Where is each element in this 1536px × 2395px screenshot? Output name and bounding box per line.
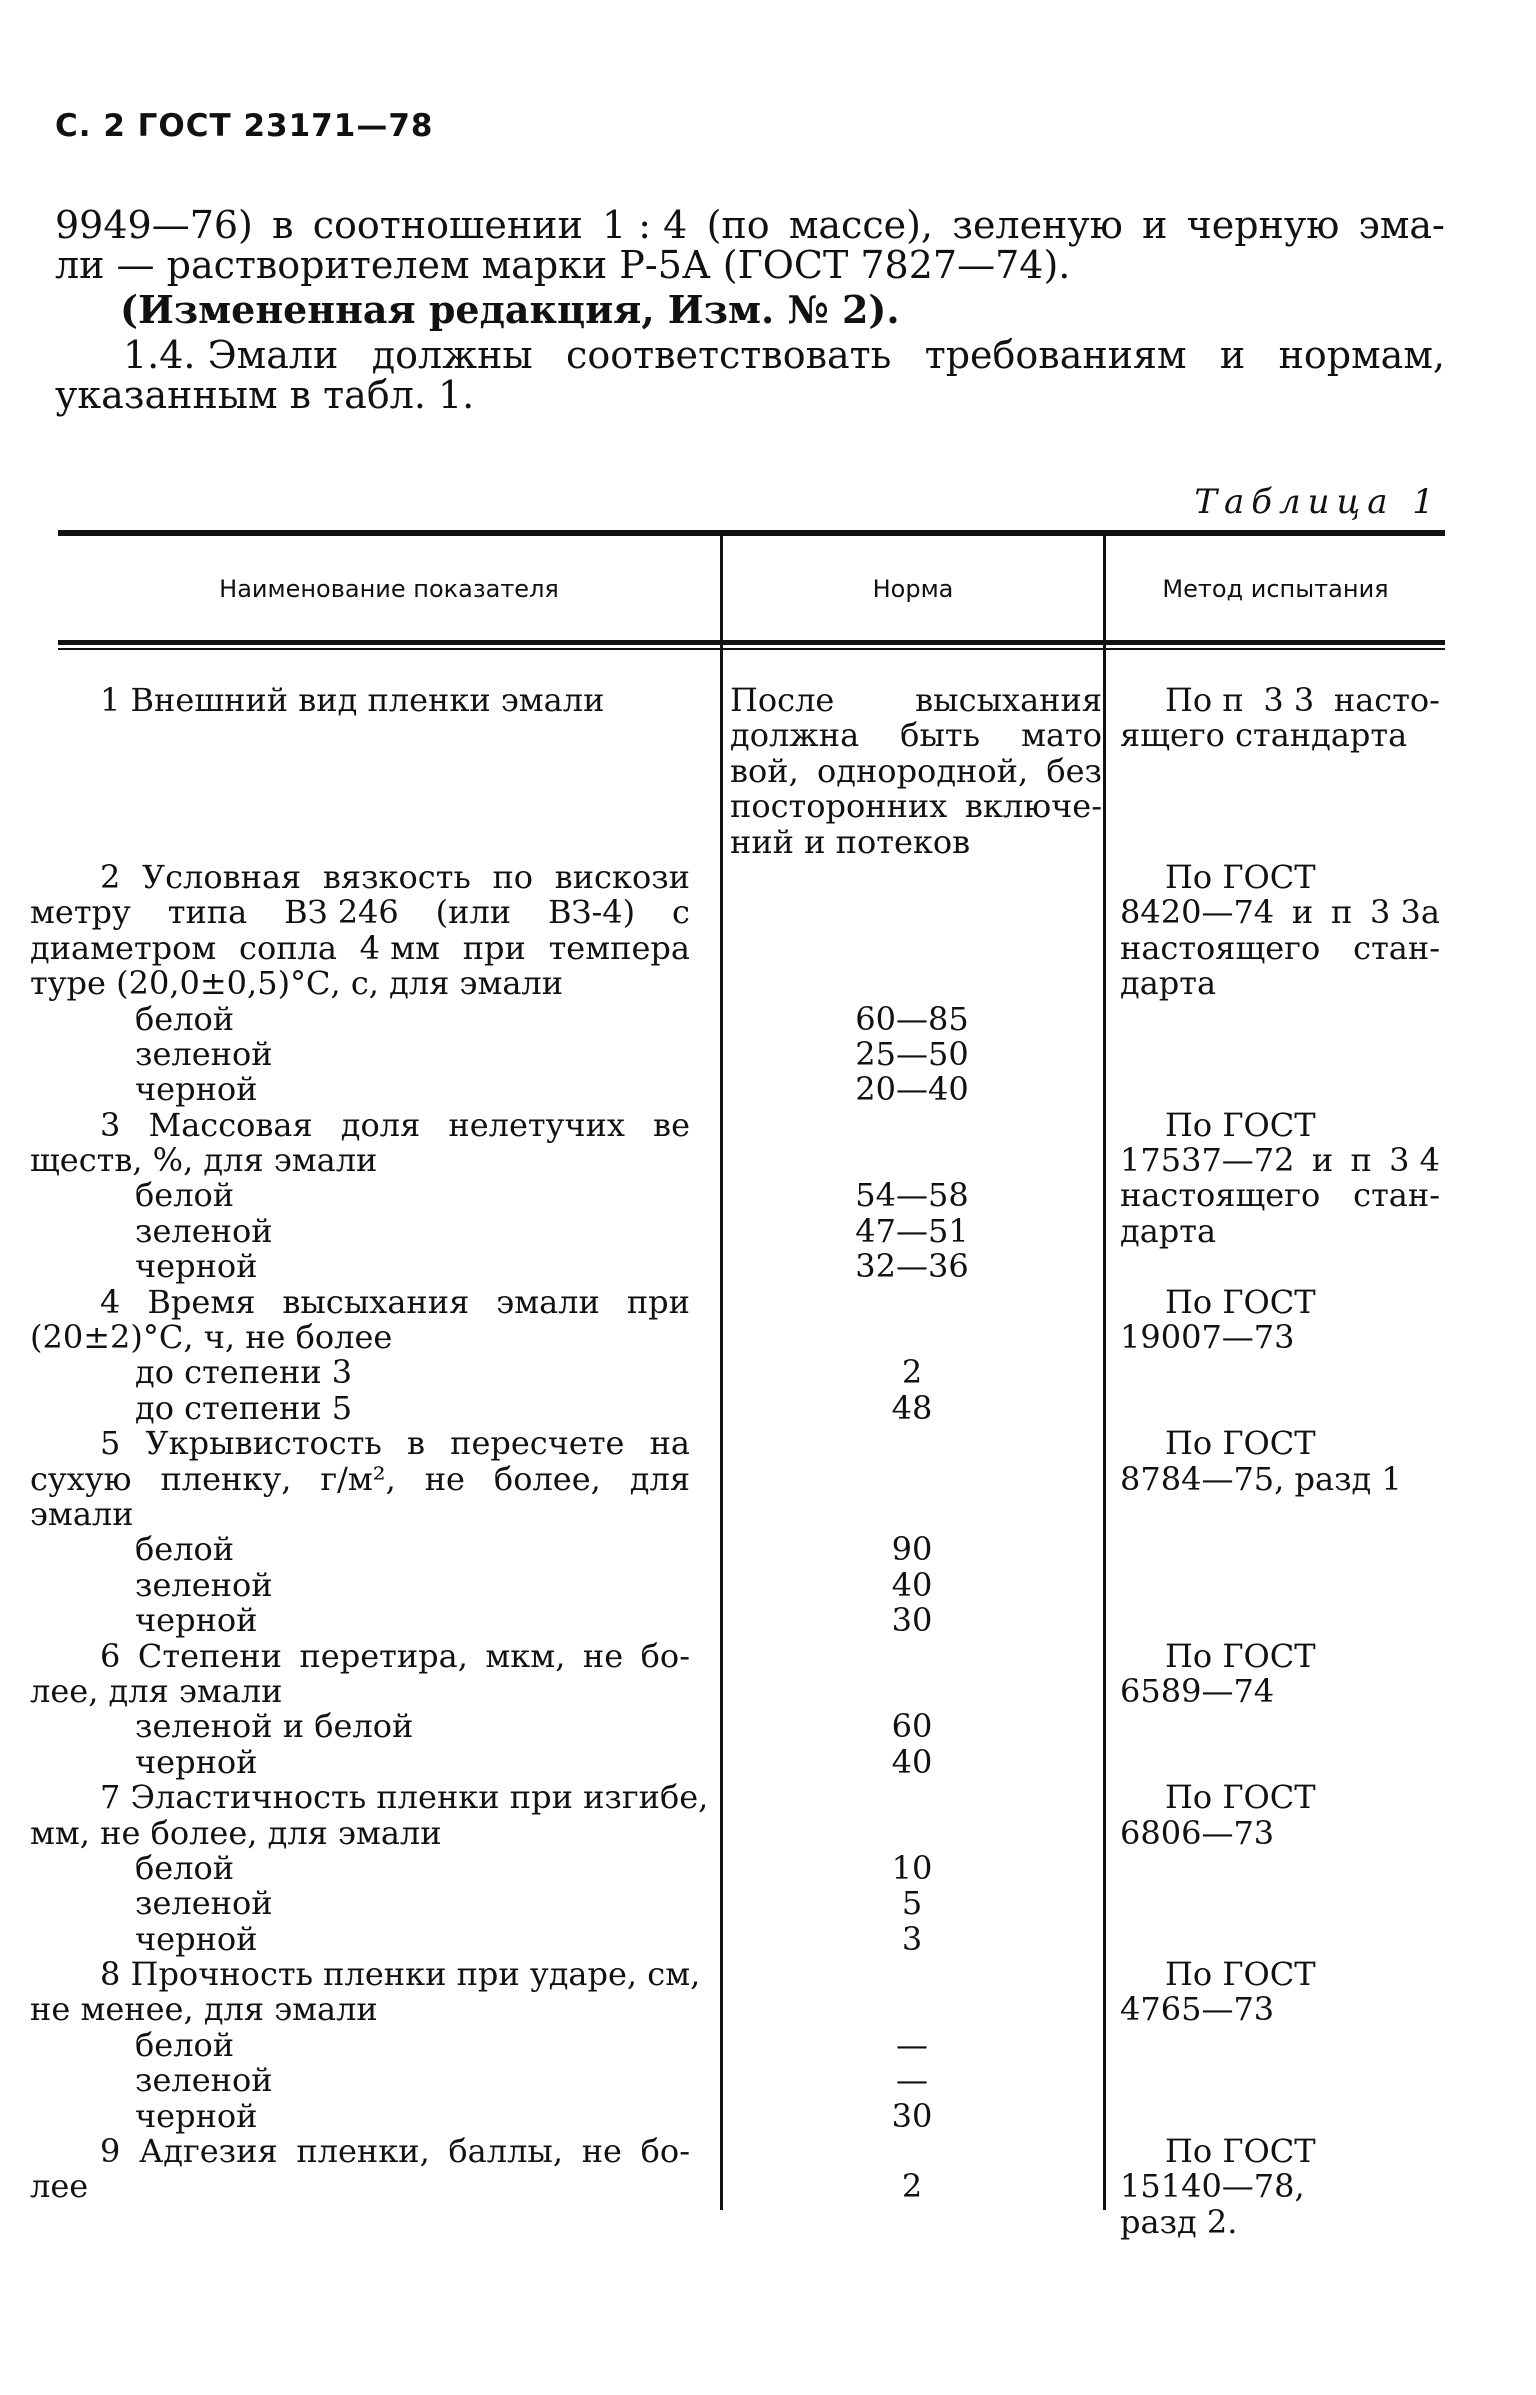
table-header-rule-thin [58, 648, 1445, 650]
intro-paragraph [55, 205, 1445, 285]
row-1-method-line: ящего стандарта [1120, 716, 1408, 755]
row-9-name-line: 9 Адгезия пленки, баллы, не бо- [100, 2132, 690, 2171]
row-2-method-line: настоящего стан- [1120, 928, 1440, 967]
row-8-sub: черной [135, 2096, 258, 2135]
row-7-name-line: мм, не более, для эмали [30, 1813, 442, 1852]
row-9-method-line: По ГОСТ [1165, 2132, 1316, 2171]
row-2-method-line: По ГОСТ [1165, 857, 1316, 896]
table-column-divider [1103, 530, 1106, 2210]
row-7-sub: зеленой [135, 1884, 273, 1923]
row-2-sub: зеленой [135, 1034, 273, 1073]
row-3-method-line: По ГОСТ [1165, 1105, 1316, 1144]
table-title: Таблица 1 [1194, 482, 1441, 522]
row-9-norm: 2 [901, 2167, 923, 2206]
row-6-sub: черной [135, 1742, 258, 1781]
row-2-name-line: 2 Условная вязкость по вискози [100, 857, 690, 896]
row-7-norm: 5 [901, 1884, 923, 1923]
row-3-norm: 54—58 [855, 1176, 969, 1215]
row-3-method-line: 17537—72 и п 3 4 [1120, 1141, 1440, 1180]
word: и [1219, 333, 1246, 377]
row-3-method-line: дарта [1120, 1211, 1217, 1250]
row-2-name-line: туре (20,0±0,5)°С, с, для эмали [30, 964, 564, 1003]
page-header: С. 2 ГОСТ 23171—78 [55, 108, 434, 144]
row-9-method-line: разд 2. [1120, 2202, 1238, 2241]
row-2-norm: 60—85 [855, 999, 969, 1038]
row-4-method-line: 19007—73 [1120, 1318, 1295, 1357]
row-7-method-line: По ГОСТ [1165, 1778, 1316, 1817]
row-4-norm: 2 [901, 1353, 923, 1392]
row-5-method-line: По ГОСТ [1165, 1424, 1316, 1463]
row-2-sub: белой [135, 999, 235, 1038]
row-2-method-line: дарта [1120, 964, 1217, 1003]
row-7-sub: белой [135, 1848, 235, 1887]
method-column [1120, 683, 1440, 2240]
row-4-sub: до степени 3 [135, 1353, 353, 1392]
row-2-name-line: диаметром сопла 4 мм при темпера [30, 928, 690, 967]
table-header-rule [58, 640, 1445, 645]
word: 1.4. Эмали [123, 333, 339, 377]
row-3-method-line: настоящего стан- [1120, 1176, 1440, 1215]
word: 9949—76) [55, 203, 253, 247]
row-1-norm-line: должна быть мато [730, 716, 1102, 755]
clause-line-2: указанным в табл. 1. [55, 373, 475, 417]
row-4-norm: 48 [891, 1388, 933, 1427]
row-1-norm-line: ний и потеков [730, 822, 971, 861]
row-7-norm: 10 [891, 1848, 933, 1887]
intro-line-2: ли — растворителем марки Р-5А (ГОСТ 7827—74). [55, 243, 1071, 287]
row-8-method-line: 4765—73 [1120, 1990, 1275, 2029]
row-3-norm: 32—36 [855, 1247, 969, 1286]
row-6-sub: зеленой и белой [135, 1707, 414, 1746]
row-6-method-line: По ГОСТ [1165, 1636, 1316, 1675]
row-1-norm-line: посторонних включе- [730, 787, 1102, 826]
row-5-name-line: эмали [30, 1494, 134, 1533]
row-8-norm: 30 [891, 2096, 933, 2135]
column-header-method: Метод испытания [1162, 575, 1389, 603]
row-8-norm: — [896, 2025, 928, 2064]
word: нормам, [1278, 333, 1445, 377]
word: соответствовать [566, 333, 892, 377]
row-3-norm: 47—51 [855, 1211, 969, 1250]
row-8-method-line: По ГОСТ [1165, 1955, 1316, 1994]
row-1-name: 1 Внешний вид пленки эмали [100, 681, 605, 719]
row-8-name-line: 8 Прочность пленки при ударе, см, [100, 1955, 701, 1994]
row-5-name-line: сухую пленку, г/м², не более, для [30, 1459, 690, 1498]
word: эма- [1358, 203, 1445, 247]
clause-1-4 [55, 335, 1445, 415]
row-3-sub: черной [135, 1247, 258, 1286]
row-9-method-line: 15140—78, [1120, 2167, 1305, 2206]
row-1-norm-line: После высыхания [730, 681, 1102, 719]
row-1-norm-line: вой, однородной, без [730, 751, 1102, 790]
row-7-name-line: 7 Эластичность пленки при изгибе, [100, 1778, 709, 1817]
row-6-norm: 60 [891, 1707, 933, 1746]
row-5-sub: белой [135, 1530, 235, 1569]
clause-line-1 [55, 335, 1445, 375]
row-6-method-line: 6589—74 [1120, 1671, 1275, 1710]
row-8-sub: белой [135, 2025, 235, 2064]
row-6-norm: 40 [891, 1742, 933, 1781]
row-5-sub: зеленой [135, 1565, 273, 1604]
row-4-name-line: 4 Время высыхания эмали при [100, 1282, 690, 1321]
row-8-norm: — [896, 2061, 928, 2100]
word: в [272, 203, 294, 247]
row-3-name-line: ществ, %, для эмали [30, 1141, 378, 1180]
row-2-norm: 25—50 [855, 1034, 969, 1073]
word: зеленую [952, 203, 1123, 247]
row-8-sub: зеленой [135, 2061, 273, 2100]
row-7-norm: 3 [901, 1919, 923, 1958]
column-header-norm: Норма [872, 575, 954, 603]
row-9-name-line: лее [30, 2167, 89, 2206]
column-header-indicator: Наименование показателя [219, 575, 559, 603]
word: (по [706, 203, 770, 247]
row-5-norm: 40 [891, 1565, 933, 1604]
word: соотношении [312, 203, 583, 247]
amendment-note: (Измененная редакция, Изм. № 2). [120, 287, 900, 332]
row-2-norm: 20—40 [855, 1070, 969, 1109]
row-4-method-line: По ГОСТ [1165, 1282, 1316, 1321]
row-5-method-line: 8784—75, разд 1 [1120, 1459, 1402, 1498]
row-5-norm: 90 [891, 1530, 933, 1569]
row-4-name-line: (20±2)°С, ч, не более [30, 1318, 393, 1357]
row-4-sub: до степени 5 [135, 1388, 353, 1427]
row-5-norm: 30 [891, 1601, 933, 1640]
row-3-name-line: 3 Массовая доля нелетучих ве [100, 1105, 690, 1144]
row-2-name-line: метру типа ВЗ 246 (или ВЗ-4) с [30, 893, 690, 932]
word: черную [1186, 203, 1340, 247]
row-2-sub: черной [135, 1070, 258, 1109]
row-5-sub: черной [135, 1601, 258, 1640]
word: требованиям [924, 333, 1187, 377]
word: и [1142, 203, 1168, 247]
row-8-name-line: не менее, для эмали [30, 1990, 378, 2029]
word: массе), [788, 203, 933, 247]
word: должны [371, 333, 533, 377]
word: 1 : 4 [602, 203, 688, 247]
table-top-rule [58, 530, 1445, 536]
indicator-column [30, 681, 709, 2206]
row-3-sub: зеленой [135, 1211, 273, 1250]
row-7-sub: черной [135, 1919, 258, 1958]
row-7-method-line: 6806—73 [1120, 1813, 1275, 1852]
row-6-name-line: лее, для эмали [30, 1671, 283, 1710]
row-2-method-line: 8420—74 и п 3 3а [1120, 893, 1440, 932]
row-3-sub: белой [135, 1176, 235, 1215]
row-6-name-line: 6 Степени перетира, мкм, не бо- [100, 1636, 690, 1675]
row-1-method-line: По п 3 3 насто- [1165, 681, 1440, 719]
intro-line-1 [55, 205, 1445, 245]
row-5-name-line: 5 Укрывистость в пересчете на [100, 1424, 690, 1463]
norm-column [722, 683, 1102, 2205]
